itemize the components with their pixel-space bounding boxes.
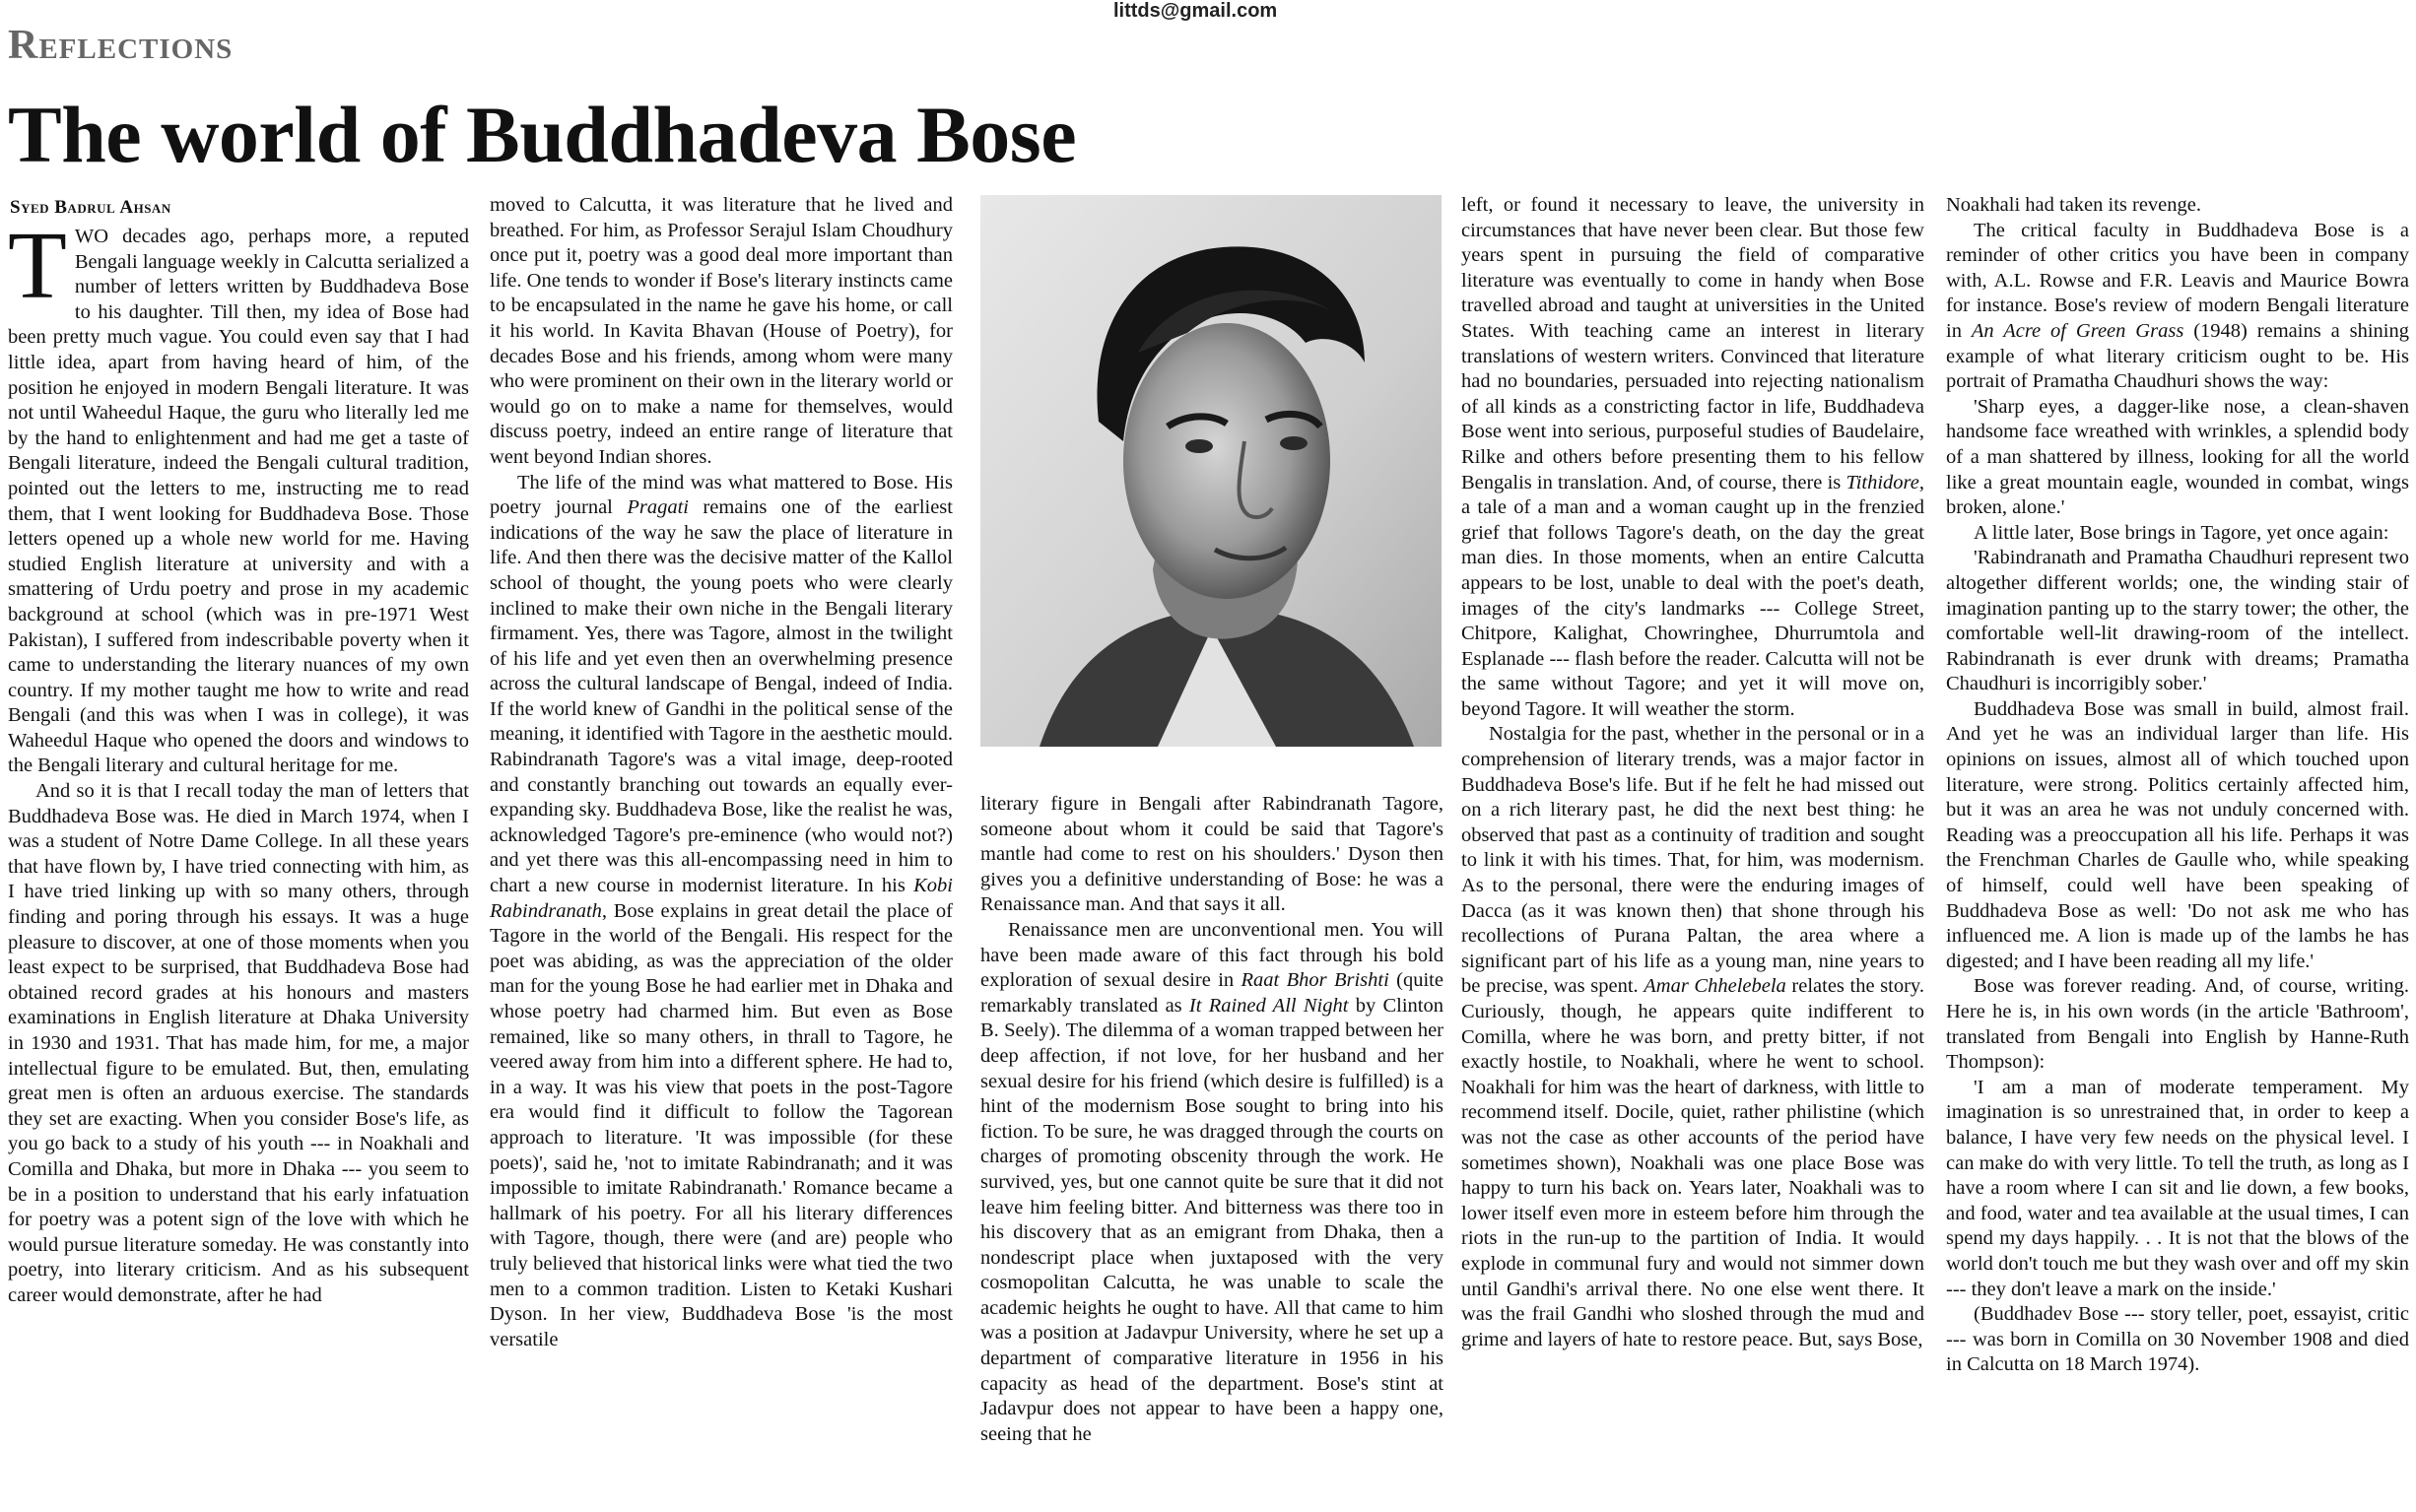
paragraph: A little later, Bose brings in Tagore, yet once again: [1974, 521, 2389, 544]
byline: Syed Badrul Ahsan [10, 197, 171, 218]
paragraph: literary figure in Bengali after Rabindranath Tagore, someone about whom it could be said that Tagore's mantle had come to rest on his shoulders.' Dyson then gives you a definitive understanding of Bose: he was a Renaissance man. And that says it all. [980, 793, 1443, 916]
paragraph: Noakhali had taken its revenge. [1946, 194, 2202, 216]
article-title: The world of Buddhadeva Bose [8, 90, 1077, 179]
author-portrait-photo [980, 195, 1442, 747]
paragraph: The life of the mind was what mattered to Bose. His poetry journal Pragati remains one of the earliest indications of the way he saw the place of literature in life. And then there was the decisive matter of the Kallol school of thought, the young poets who were clearly inclined to make their own niche in the Bengali literary firmament. Yes, there was Tagore, almost in the twilight of his life and yet even then an overwhelming presence across the cultural landscape of Bengal, indeed of India. If the world knew of Gandhi in the political sense of the meaning, it identified with Tagore in the aesthetic mould. Rabindranath Tagore's was a vital image, deep-rooted and constantly branching out towards an equally ever-expanding sky. Buddhadeva Bose, like the realist he was, acknowledged Tagore's pre-eminence (who would not?) and yet there was this all-encompassing need in him to chart a new course in modernist literature. In his Kobi Rabindranath, Bose explains in great detail the place of Tagore in the world of the Bengali. His respect for the poet was abiding, as was the appreciation of the older man for the young Bose he had earlier met in Dhaka and whose poetry had charmed him. But even as Bose remained, like so many others, in thrall to Tagore, he veered away from him into a different sphere. He had to, in a way. It was his view that poets in the post-Tagore era would find it difficult to follow the Tagorean approach to literature. 'It was impossible (for these poets)', said he, 'not to imitate Rabindranath; and it was impossible to imitate Rabindranath.' Romance became a hallmark of his poetry. For all his literary differences with Tagore, though, there were (and are) people who truly believed that historical links were what tied the two men to a common tradition. Listen to Ketaki Kushari Dyson. In her view, Buddhadeva Bose 'is the most versatile [490, 471, 953, 1350]
column-2 [490, 193, 953, 1501]
paragraph: left, or found it necessary to leave, the university in circumstances that have never been clear. But those few years spent in pursuing the field of comparative literature was eventually to come in handy when Bose travelled abroad and taught at universities in the United States. With teaching came an interest in literary translations of western writers. Convinced that literature had no boundaries, persuaded into rejecting nationalism of all kinds as a constricting factor in life, Buddhadeva Bose went into serious, purposeful studies of Baudelaire, Rilke and others before presenting them to his fellow Bengalis in translation. And, of course, there is Tithidore, a tale of a man and a woman caught up in the frenzied grief that follows Tagore's death, on the day the great man dies. In those moments, when an entire Calcutta appears to be lost, unable to deal with the poet's death, images of the city's landmarks --- College Street, Chitpore, Kalighat, Chowringhee, Dhurrumtola and Esplanade --- flash before the reader. Calcutta will not be the same without Tagore; and yet it will move on, beyond Tagore. It will weather the storm. [1461, 194, 1924, 720]
author-bio: (Buddhadev Bose --- story teller, poet, essayist, critic --- was born in Comilla on 30 November 1908 and died in Calcutta on 18 March 1974). [1946, 1303, 2409, 1376]
column-3 [980, 792, 1443, 1501]
drop-cap: T [8, 225, 67, 319]
paragraph: Bose was forever reading. And, of course, writing. Here he is, in his own words (in the article 'Bathroom', translated from Bengali into English by Hanne-Ruth Thompson): [1946, 975, 2409, 1074]
paragraph: Renaissance men are unconventional men. You will have been made aware of this fact through his bold exploration of sexual desire in Raat Bhor Brishti (quite remarkably translated as It Rained All Night by Clinton B. Seely). The dilemma of a woman trapped between her deep affection, if not love, for her husband and her sexual desire for his friend (which desire is fulfilled) is a hint of the modernism Bose sought to bring into his fiction. To be sure, he was dragged through the courts on charges of promoting obscenity through the work. He survived, yes, but one cannot quite be sure that it did not leave him feeling bitter. And bitterness was there too in his discovery that as an emigrant from Dhaka, then a nondescript place when juxtaposed with the very cosmopolitan Calcutta, he was unable to scale the academic heights he ought to have. All that came to him was a position at Jadavpur University, where he set up a department of comparative literature in 1956 in his capacity as head of the department. Bose's stint at Jadavpur does not appear to have been a happy one, seeing that he [980, 918, 1443, 1445]
portrait-image [980, 195, 1442, 747]
column-1 [8, 225, 469, 1500]
paragraph: moved to Calcutta, it was literature that he lived and breathed. For him, as Professor Serajul Islam Choudhury once put it, poetry was a good deal more important than life. One tends to wonder if Bose's literary instincts came to be encapsulated in the name he gave his home, or call it his world. In Kavita Bhavan (House of Poetry), for decades Bose and his friends, among whom were many who were prominent on their own in the literary world or would go on to make a name for themselves, would discuss poetry, indeed an entire range of literature that went beyond Indian shores. [490, 194, 953, 468]
paragraph: The critical faculty in Buddhadeva Bose is a reminder of other critics you have been in company with, A.L. Rowse and F.R. Leavis and Maurice Bowra for instance. Bose's review of modern Bengali literature in An Acre of Green Grass (1948) remains a shining example of what literary criticism ought to be. His portrait of Pramatha Chaudhuri shows the way: [1946, 219, 2409, 393]
paragraph: TWO decades ago, perhaps more, a reputed Bengali language weekly in Calcutta serialized a number of letters written by Buddhadeva Bose to his daughter. Till then, my idea of Bose had been pretty much vague. You could even say that I had little idea, apart from having heard of him, of the position he enjoyed in modern Bengali literature. It was not until Waheedul Haque, the guru who literally led me by the hand to enlightenment and had me get a taste of Bengali literature, indeed the Bengali cultural tradition, pointed out the letters to me, instructing me to read them, that I went looking for Buddhadeva Bose. Those letters opened up a whole new world for me. Having studied English literature at university and with a smattering of Urdu poetry and prose in my academic background at school (which was in pre-1971 West Pakistan), I suffered from indescribable poverty when it came to understanding the literary nuances of my own country. If my mother taught me how to write and read Bengali (and this was when I was in college), it was Waheedul Haque who opened the doors and windows to the Bengali literary and cultural heritage for me. [8, 225, 469, 777]
paragraph: Buddhadeva Bose was small in build, almost frail. And yet he was an individual larger than life. His opinions on issues, almost all of which touched upon literature, were strong. Politics certainly affected him, but it was an area he was not unduly concerned with. Reading was a preoccupation all his life. Perhaps it was the Frenchman Charles de Gaulle who, while speaking of himself, could well have been speaking of Buddhadeva Bose as well: 'Do not ask me who has influenced me. A lion is made up of the lambs he has digested; and I have been reading all my life.' [1946, 697, 2409, 972]
quote-paragraph: 'Rabindranath and Pramatha Chaudhuri represent two altogether different worlds; one, the winding stair of imagination panting up to the starry tower; the other, the comfortable well-lit drawing-room of the intellect. Rabindranath is ever drunk with dreams; Pramatha Chaudhuri is incorrigibly sober.' [1946, 547, 2409, 695]
paragraph: Nostalgia for the past, whether in the personal or in a comprehension of literary trends, was a major factor in Buddhadeva Bose's life. But if he felt he had missed out on a rich literary past, he did the next best thing: he observed that past as a continuity of tradition and sought to link it with his times. That, for him, was modernism. As to the personal, there were the enduring images of Dacca (as it was known then) that shone through his recollections of Purana Paltan, the area where a significant part of his life as a young man, nine years to be precise, was spent. Amar Chhelebela relates the story. Curiously, though, he appears quite indifferent to Comilla, where he was born, and pretty bitter, if not exactly hostile, to Noakhali, where he went to school. Noakhali for him was the heart of darkness, with little to recommend itself. Docile, quiet, rather philistine (which was not the case as other accounts of the period have sometimes shown), Noakhali was one place Bose was happy to turn his back on. Years later, Noakhali was to lower itself even more in esteem before him through the riots in the run-up to the partition of India. It would explode in communal fury and would not simmer down until Gandhi's arrival there. No one else went there. It was the frail Gandhi who sloshed through the mud and grime and layers of hate to restore peace. But, says Bose, [1461, 723, 1924, 1350]
paragraph: And so it is that I recall today the man of letters that Buddhadeva Bose was. He died in March 1974, when I was a student of Notre Dame College. In all these years that have flown by, I have tried connecting with him, as I have tried linking up with so many others, through finding and poring through his essays. It was a huge pleasure to discover, at one of those moments when you least expect to be surprised, that Buddhadeva Bose had obtained record grades at his honours and masters examinations in English literature at Dhaka University in 1930 and 1931. That has made him, for me, a major intellectual figure to be emulated. But, then, emulating great men is often an arduous exercise. The standards they set are exacting. When you consider Bose's life, as you go back to a study of his youth --- in Noakhali and Comilla and Dhaka, but more in Dhaka --- you seem to be in a position to understand that his early infatuation for poetry was a potent sign of the love with which he would pursue literature someday. He was constantly into poetry, into literary criticism. And as his subsequent career would demonstrate, after he had [8, 780, 469, 1306]
section-label: Reflections [8, 23, 234, 68]
quote-paragraph: 'Sharp eyes, a dagger-like nose, a clean-shaven handsome face wreathed with wrinkles, a splendid body of a man shattered by illness, looking for all the world like a great mountain eagle, wounded in combat, wings broken, alone.' [1946, 395, 2409, 519]
column-5 [1946, 193, 2409, 1501]
contact-email: littds@gmail.com [1113, 0, 1278, 22]
column-4 [1461, 193, 1924, 1501]
quote-paragraph: 'I am a man of moderate temperament. My imagination is so unrestrained that, in order to keep a balance, I have very few needs on the physical level. I can make do with very little. To tell the truth, as long as I have a room where I can sit and lie down, a few books, and food, water and tea available at the usual times, I can spend my days happily. . . It is not that the blows of the world don't touch me but they wash over and off my skin --- they don't leave a mark on the inside.' [1946, 1076, 2409, 1300]
